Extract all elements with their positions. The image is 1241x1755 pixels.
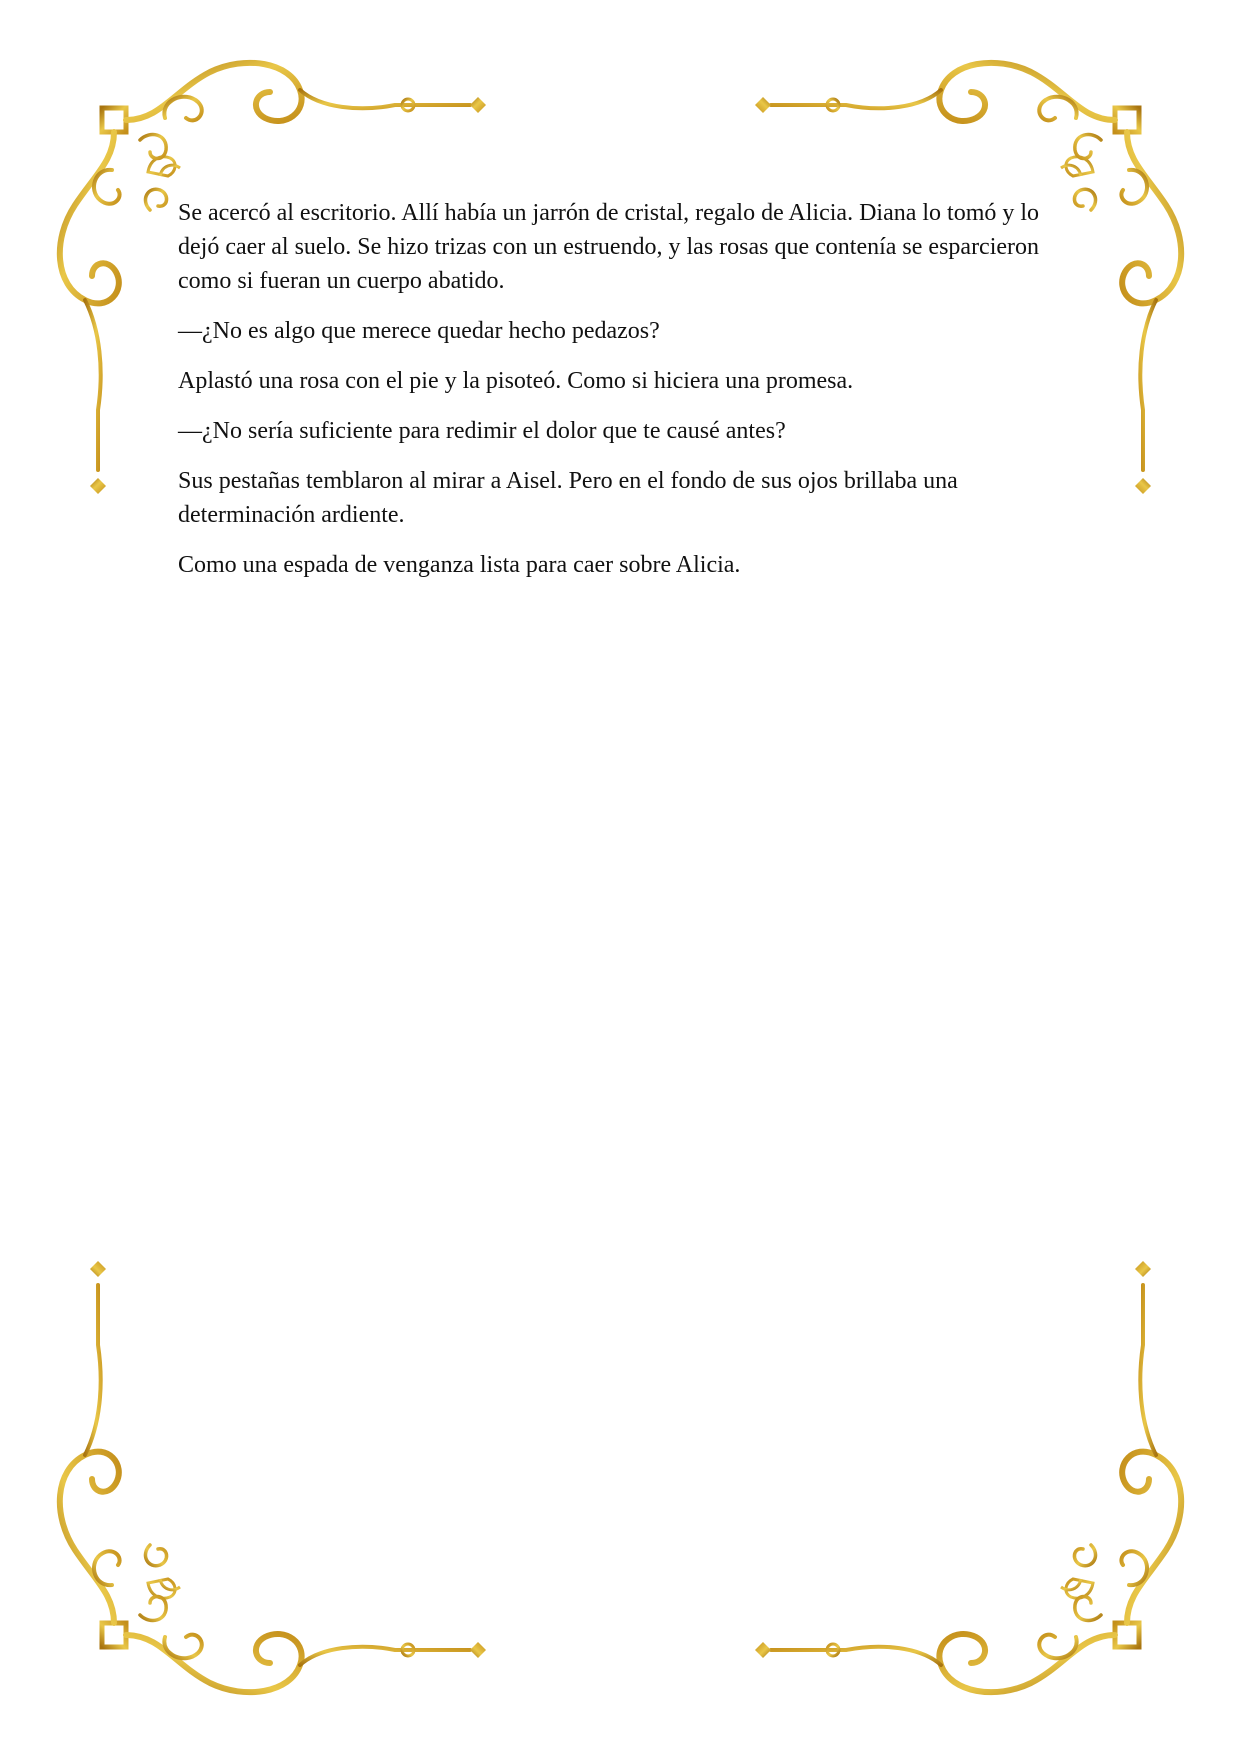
corner-ornament-bottom-right	[755, 1261, 1181, 1692]
paragraph-3: Aplastó una rosa con el pie y la pisoteó. Como si hiciera una promesa.	[178, 368, 854, 394]
paragraph-4: —¿No sería suficiente para redimir el dolor que te causé antes?	[178, 418, 786, 444]
paragraph-5: Sus pestañas temblaron al mirar a Aisel. Pero en el fondo de sus ojos brillaba una determinación ardiente.	[178, 468, 958, 528]
paragraph-2: —¿No es algo que merece quedar hecho pedazos?	[178, 318, 660, 344]
paragraph-6: Como una espada de venganza lista para caer sobre Alicia.	[178, 552, 741, 578]
corner-ornament-bottom-left	[60, 1261, 486, 1692]
paragraph-1: Se acercó al escritorio. Allí había un jarrón de cristal, regalo de Alicia. Diana lo tomó y lo dejó caer al suelo. Se hizo trizas con un estruendo, y las rosas que contenía se esparcieron como si fueran un cuerpo abatido.	[178, 200, 1040, 294]
story-text	[178, 196, 1078, 598]
